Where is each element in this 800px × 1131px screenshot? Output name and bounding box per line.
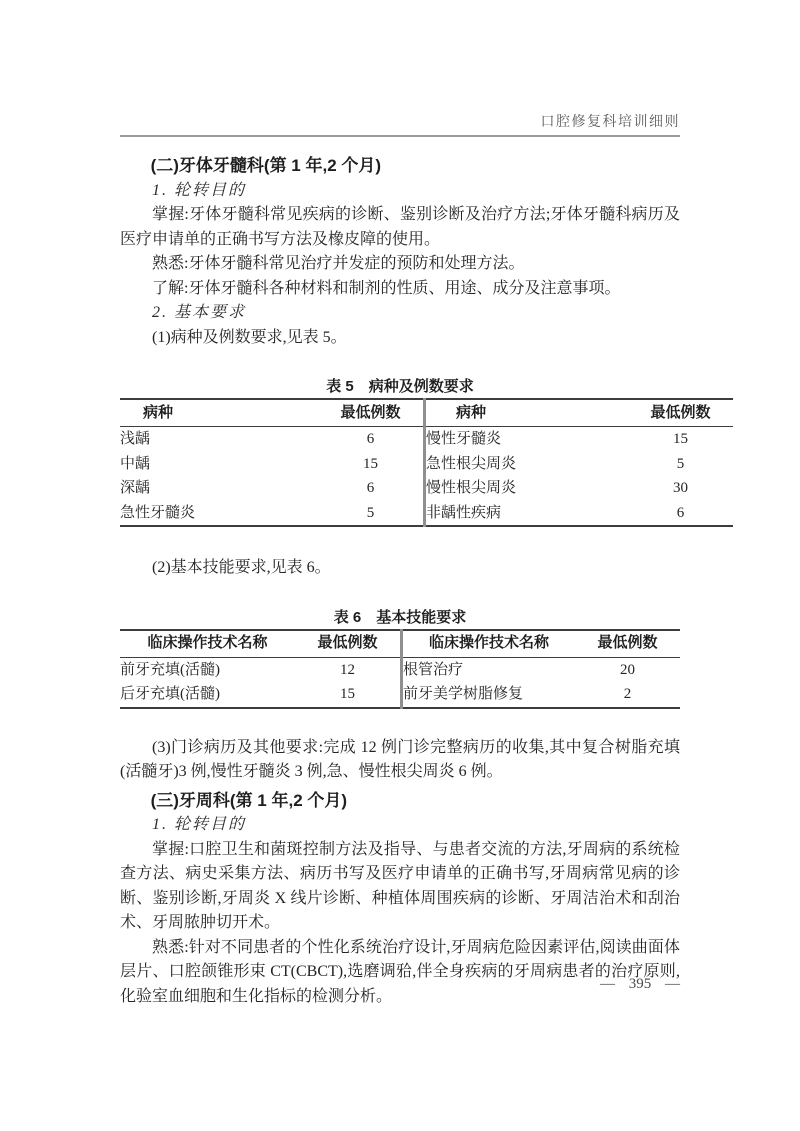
table-row xyxy=(120,452,733,477)
table-header-row xyxy=(120,630,680,658)
table-row xyxy=(120,501,733,527)
table-row xyxy=(120,427,733,452)
table-header-min-cases: 最低例数 xyxy=(295,630,402,658)
subheading-basic-requirements: 2. 基本要求 xyxy=(152,304,247,321)
table-header-name: 病种 xyxy=(120,399,318,427)
table-cell-name: 后牙充填(活髓) xyxy=(120,686,220,702)
table-cell-name: 慢性牙髓炎 xyxy=(425,427,629,452)
table-cell-name: 急性根尖周炎 xyxy=(425,452,629,477)
table-row xyxy=(120,476,733,501)
paragraph-familiar-perio: 熟悉:针对不同患者的个性化系统治疗设计,牙周病危险因素评估,阅读曲面体层片、口腔颌锥形束 CT(CBCT),选磨调𬌗,伴全身疾病的牙周病患者的治疗原则,化验室血细胞和生化指标的检测分析。 xyxy=(120,938,680,1005)
table-cell-min-cases: 15 xyxy=(673,431,688,447)
table-header-row xyxy=(120,399,733,427)
running-head: 口腔修复科培训细则 xyxy=(540,115,680,130)
table-cell-name: 急性牙髓炎 xyxy=(120,504,196,521)
table-cell-min-cases: 6 xyxy=(366,431,375,447)
section-heading-periodontics: (三)牙周科(第 1 年,2 个月) xyxy=(150,790,348,810)
page-number: — 395 — xyxy=(600,976,680,992)
paragraph-familiar: 熟悉:牙体牙髓科常见治疗并发症的预防和处理方法。 xyxy=(152,255,525,272)
paragraph-master: 掌握:牙体牙髓科常见疾病的诊断、鉴别诊断及治疗方法;牙体牙髓科病历及医疗申请单的正确书写方法及橡皮障的使用。 xyxy=(120,206,680,248)
table-row xyxy=(120,682,680,708)
table-cell-name: 根管治疗 xyxy=(402,657,576,682)
table-cell-min-cases: 12 xyxy=(340,661,355,678)
table-header-min-cases: 最低例数 xyxy=(575,630,680,658)
header-rule xyxy=(120,135,680,137)
table-header-min-cases: 最低例数 xyxy=(628,399,733,427)
page-content xyxy=(120,150,711,1009)
table-basic-skills xyxy=(120,629,680,709)
table-cell-name: 浅龋 xyxy=(120,431,151,447)
table-header-min-cases: 最低例数 xyxy=(318,399,425,427)
paragraph-requirement-3: (3)门诊病历及其他要求:完成 12 例门诊完整病历的收集,其中复合树脂充填(活髓牙)3 例,慢性牙髓炎 3 例,急、慢性根尖周炎 6 例。 xyxy=(120,738,680,780)
table-cell-name: 中龋 xyxy=(120,455,151,472)
table-cell-min-cases: 20 xyxy=(620,661,635,678)
subheading-rotation-purpose: 1. 轮转目的 xyxy=(152,181,247,199)
table-cell-name: 前牙充填(活髓) xyxy=(120,661,220,678)
table-cell-name: 前牙美学树脂修复 xyxy=(402,682,576,708)
table-header-name: 临床操作技术名称 xyxy=(120,630,295,658)
table-cell-min-cases: 2 xyxy=(623,686,632,702)
table-row xyxy=(120,657,680,682)
paragraph-understand: 了解:牙体牙髓科各种材料和制剂的性质、用途、成分及注意事项。 xyxy=(152,279,621,297)
table-cell-min-cases: 6 xyxy=(366,480,375,496)
table-cell-min-cases: 6 xyxy=(676,504,685,521)
section-heading-endodontics: (二)牙体牙髓科(第 1 年,2 个月) xyxy=(150,156,382,175)
table-cell-name: 非龋性疾病 xyxy=(425,501,629,527)
table-cell-min-cases: 30 xyxy=(673,480,688,496)
table-header-name: 临床操作技术名称 xyxy=(402,630,576,658)
table-cell-min-cases: 15 xyxy=(340,686,355,702)
subheading-rotation-purpose-perio: 1. 轮转目的 xyxy=(152,816,247,833)
paragraph-master-perio: 掌握:口腔卫生和菌斑控制方法及指导、与患者交流的方法,牙周病的系统检查方法、病史采集方法、病历书写及医疗申请单的正确书写,牙周病常见病的诊断、鉴别诊断,牙周炎 X 线片诊断、种植体周围疾病的诊断、牙周洁治术和刮治术、牙周脓肿切开术。 xyxy=(120,840,680,931)
table5-caption: 表 5 病种及例数要求 xyxy=(326,378,474,395)
table-cell-min-cases: 15 xyxy=(363,455,378,472)
table-cell-min-cases: 5 xyxy=(676,455,685,472)
table6-caption: 表 6 基本技能要求 xyxy=(333,608,467,626)
table-cell-name: 深龋 xyxy=(120,480,151,496)
table-cell-min-cases: 5 xyxy=(366,504,375,521)
table-cell-name: 慢性根尖周炎 xyxy=(425,476,629,501)
table-header-name: 病种 xyxy=(425,399,629,427)
paragraph-requirement-1: (1)病种及例数要求,见表 5。 xyxy=(152,328,347,346)
paragraph-requirement-2: (2)基本技能要求,见表 6。 xyxy=(152,559,331,576)
table-disease-cases xyxy=(120,398,733,527)
